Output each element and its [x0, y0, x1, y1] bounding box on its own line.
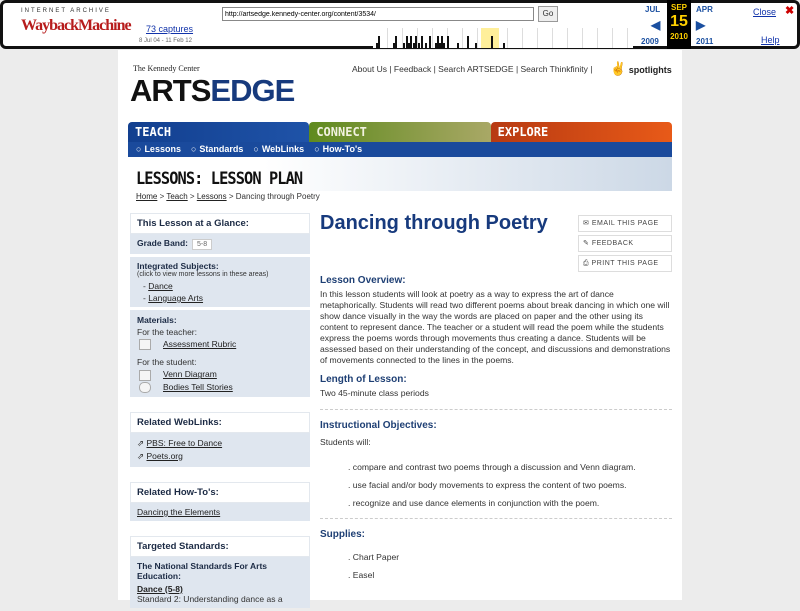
- weblinks-heading: Related WebLinks:: [130, 412, 310, 433]
- current-month: SEP: [670, 3, 687, 12]
- sub-navigation: [128, 142, 672, 157]
- current-day: 15: [670, 13, 688, 30]
- weblinks-list: ⇗ PBS: Free to Dance ⇗ Poets.org: [130, 433, 310, 467]
- capture-bar: [429, 36, 431, 48]
- capture-bar: [457, 43, 459, 48]
- subjects-label: Integrated Subjects:: [137, 261, 219, 271]
- grade-value: 5-8: [192, 239, 212, 250]
- howto-dancing-elements[interactable]: Dancing the Elements: [137, 506, 221, 517]
- subjects-hint: (click to view more lessons in these areas): [137, 271, 269, 278]
- standard-text: Standard 2: Understanding dance as a: [137, 593, 283, 604]
- weblink-poets[interactable]: Poets.org: [146, 450, 183, 461]
- weblink-pbs[interactable]: PBS: Free to Dance: [146, 437, 223, 448]
- subject-dance[interactable]: Dance: [148, 281, 173, 291]
- grade-band: [130, 234, 310, 254]
- prev-month[interactable]: JUL: [645, 5, 661, 14]
- supplies-list: [348, 552, 672, 580]
- help-link[interactable]: Help: [761, 35, 780, 45]
- tab-connect[interactable]: CONNECT: [309, 122, 490, 142]
- email-label: EMAIL THIS PAGE: [591, 220, 659, 227]
- document-icon: [139, 339, 151, 350]
- close-icon[interactable]: ✖: [785, 5, 795, 17]
- standard-dance-link[interactable]: Dance (5-8): [137, 583, 183, 594]
- howtos-heading: Related How-To's:: [130, 482, 310, 503]
- archive-label: INTERNET ARCHIVE: [21, 8, 111, 14]
- capture-bar: [443, 43, 445, 48]
- spotlights-icon: ✌: [610, 61, 627, 76]
- standards-org: The National Standards For Arts Education:: [137, 560, 268, 581]
- capture-bar: [467, 36, 469, 48]
- top-links[interactable]: About Us | Feedback | Search ARTSEDGE | Search Thinkfinity |: [352, 64, 593, 74]
- document-icon: [139, 370, 151, 381]
- capture-bar: [421, 36, 423, 48]
- standards-box: [130, 557, 310, 608]
- overview-text: In this lesson students will look at poetry as a way to express the art of dance metaphorically. Students will read two different poems about break dancing in which one will show dance visually in the way the words are placed on paper and the other using its content to represent dance. The teacher or a student will read the poem while the students express the poems words through movements thus creating a dance. Students will be assessed based on their understanding of the concept, and discussions and demonstrations of movements connected to the lines in the poems.: [320, 289, 671, 365]
- capture-bar: [415, 36, 417, 48]
- spotlights-link[interactable]: [610, 62, 672, 77]
- capture-bar: [503, 43, 505, 48]
- capture-sparkline[interactable]: [373, 28, 633, 48]
- next-month[interactable]: APR: [696, 5, 713, 14]
- current-year: 2010: [670, 32, 688, 41]
- student-label: For the student:: [137, 357, 197, 368]
- link-icon: [139, 382, 151, 393]
- capture-bar: [425, 43, 427, 48]
- current-date: [667, 0, 691, 49]
- objectives-list: [348, 462, 672, 508]
- breadcrumb-teach[interactable]: Teach: [166, 192, 188, 201]
- capture-bar: [395, 36, 397, 48]
- tab-explore[interactable]: EXPLORE: [491, 122, 672, 142]
- go-button[interactable]: Go: [538, 6, 558, 22]
- tab-teach[interactable]: TEACH: [128, 122, 309, 142]
- sidebar: [130, 213, 310, 611]
- subnav-howtos[interactable]: ○ How-To's: [314, 144, 362, 155]
- length-heading: Length of Lesson:: [320, 374, 407, 385]
- material-assessment-rubric[interactable]: Assessment Rubric: [163, 339, 237, 349]
- objectives-heading: Instructional Objectives:: [320, 420, 437, 431]
- objectives-intro: Students will:: [320, 437, 371, 447]
- standards-heading: Targeted Standards:: [130, 536, 310, 557]
- subnav-lessons[interactable]: ○ Lessons: [136, 144, 181, 155]
- material-bodies-tell-stories[interactable]: Bodies Tell Stories: [163, 381, 233, 392]
- spotlights-label: spotlights: [628, 65, 672, 75]
- prev-year[interactable]: 2009: [641, 37, 659, 46]
- subnav-weblinks[interactable]: ○ WebLinks: [253, 144, 304, 155]
- materials-label: Materials:: [137, 315, 177, 325]
- glance-heading: This Lesson at a Glance:: [130, 213, 310, 234]
- objective-item: . compare and contrast two poems through a discussion and Venn diagram.: [348, 462, 672, 472]
- supply-item: . Easel: [348, 570, 672, 580]
- kennedy-center-label: The Kennedy Center: [133, 64, 200, 73]
- feedback-button[interactable]: ✎ FEEDBACK: [578, 235, 672, 252]
- material-venn-diagram[interactable]: Venn Diagram: [163, 369, 217, 380]
- supplies-heading: Supplies:: [320, 529, 366, 540]
- length-text: Two 45-minute class periods: [320, 388, 429, 398]
- next-year[interactable]: 2011: [696, 37, 714, 46]
- current-year-highlight: [481, 28, 499, 48]
- wayback-logo[interactable]: WaybackMachine: [21, 17, 131, 34]
- lesson-content: [320, 212, 672, 588]
- email-page-button[interactable]: ✉ EMAIL THIS PAGE: [578, 215, 672, 232]
- print-label: PRINT THIS PAGE: [591, 260, 659, 267]
- capture-bar: [410, 36, 412, 48]
- artsedge-logo[interactable]: [130, 75, 294, 106]
- capture-bar: [418, 43, 420, 48]
- capture-bar: [491, 36, 493, 48]
- materials: [130, 310, 310, 397]
- teacher-label: For the teacher:: [137, 327, 198, 337]
- captures-link[interactable]: 73 captures: [146, 24, 194, 34]
- captures-range: 8 Jul 04 - 11 Feb 12: [139, 38, 192, 44]
- breadcrumb-current: Dancing through Poetry: [235, 192, 320, 201]
- breadcrumb-lessons[interactable]: Lessons: [196, 192, 227, 201]
- lesson-title: Dancing through Poetry: [320, 212, 548, 234]
- capture-bar: [447, 36, 449, 48]
- close-link[interactable]: Close: [753, 7, 777, 17]
- breadcrumb: Home > Teach > Lessons > Dancing through Poetry: [136, 192, 320, 201]
- wayback-toolbar: [0, 0, 800, 49]
- supply-item: . Chart Paper: [348, 552, 672, 562]
- next-arrow-icon[interactable]: ▶: [696, 18, 706, 32]
- grade-label: Grade Band:: [137, 238, 189, 248]
- howtos-list: [130, 503, 310, 521]
- print-page-button[interactable]: ⎙ PRINT THIS PAGE: [578, 255, 672, 272]
- breadcrumb-home[interactable]: Home: [136, 192, 158, 201]
- objective-item: . recognize and use dance elements in conjunction with the poem.: [348, 498, 672, 508]
- capture-bar: [378, 36, 380, 48]
- url-input[interactable]: [222, 7, 534, 21]
- overview-heading: Lesson Overview:: [320, 275, 406, 286]
- main-tabs: [128, 122, 672, 142]
- subnav-standards[interactable]: ○ Standards: [191, 144, 243, 155]
- logo-part-a: ARTS: [130, 73, 211, 108]
- feedback-label: FEEDBACK: [591, 240, 634, 247]
- logo-part-b: EDGE: [210, 73, 295, 108]
- objective-item: . use facial and/or body movements to express the content of two poems.: [348, 480, 672, 490]
- capture-bar: [403, 43, 405, 48]
- subject-language-arts[interactable]: Language Arts: [148, 293, 204, 303]
- page-title: LESSONS: LESSON PLAN: [136, 169, 303, 189]
- capture-bar: [475, 43, 477, 48]
- integrated-subjects: Integrated Subjects: (click to view more lessons in these areas) - Dance - Language Arts: [130, 257, 310, 307]
- prev-arrow-icon[interactable]: ◀: [651, 18, 661, 32]
